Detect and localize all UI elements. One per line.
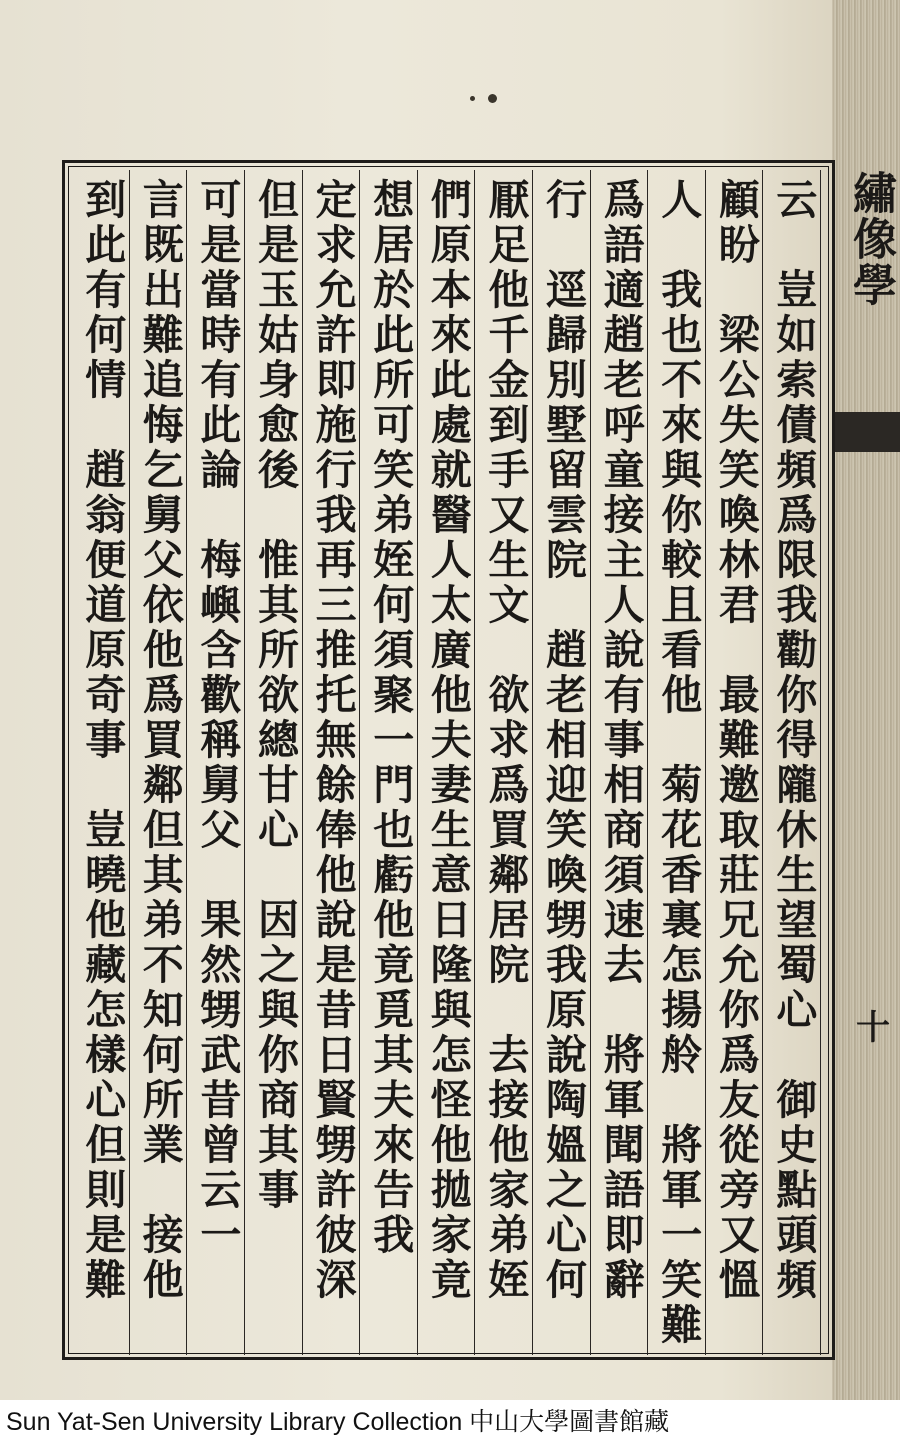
library-caption: Sun Yat-Sen University Library Collection 中山大學圖書館藏 [6, 1408, 670, 1436]
column-rule [705, 170, 753, 1355]
column-rule [532, 170, 580, 1355]
text-column: 但是玉姑身愈後 惟其所欲總甘心 因之與你商其事 [251, 178, 299, 1213]
text-column: 想居於此所可笑弟姪何須聚一門也虧他竟覓其夫來告我 [366, 178, 415, 1258]
column-rule [590, 170, 638, 1355]
text-column: 定求允許即施行我再三推托無餘俸他說是昔日賢甥許彼深 [308, 178, 357, 1303]
ink-spot [470, 96, 475, 101]
ink-spot [488, 94, 497, 103]
text-column: 們原本來此處就醫人太廣他夫妻生意日隆與怎怪他拋家竟 [423, 178, 472, 1303]
column-rule [647, 170, 695, 1355]
text-column: 行 逕歸別墅留雲院 趙老相迎笑喚甥我原說陶媼之心何 [539, 178, 587, 1303]
column-rule [417, 170, 465, 1355]
column-rule [359, 170, 407, 1355]
text-column: 厭足他千金到手又生文 欲求爲買鄰居院 去接他家弟姪 [481, 178, 530, 1303]
column-rule [302, 170, 350, 1355]
text-column: 顧盼 梁公失笑喚林君 最難邀取莊兄允你爲友從旁又慍 [711, 178, 760, 1303]
text-column: 言既出難追悔乞舅父依他爲買鄰但其弟不知何所業 接他 [135, 178, 184, 1303]
column-rule [474, 170, 522, 1355]
text-column: 可是當時有此論 梅嶼含歡稱舅父 果然甥武昔曾云一 [193, 178, 242, 1258]
page-number: 十 [856, 1008, 890, 1048]
text-column: 人 我也不來與你較且看他 菊花香裏怎揚舲 將軍一笑難 [654, 178, 703, 1348]
side-title: 繡像學 [845, 170, 896, 308]
text-column: 到此有何情 趙翁便道原奇事 豈曉他藏怎樣心但則是難 [78, 178, 127, 1303]
text-column: 爲語適趙老呼童接主人說有事相商須速去 將軍聞語即辭 [596, 178, 645, 1303]
column-rule [762, 170, 810, 1355]
column-rule [244, 170, 292, 1355]
text-column: 云 豈如索債頻爲限我勸你得隴休生望蜀心 御史點頭頻 [769, 178, 818, 1303]
column-rule [129, 170, 177, 1355]
column-rule [186, 170, 234, 1355]
